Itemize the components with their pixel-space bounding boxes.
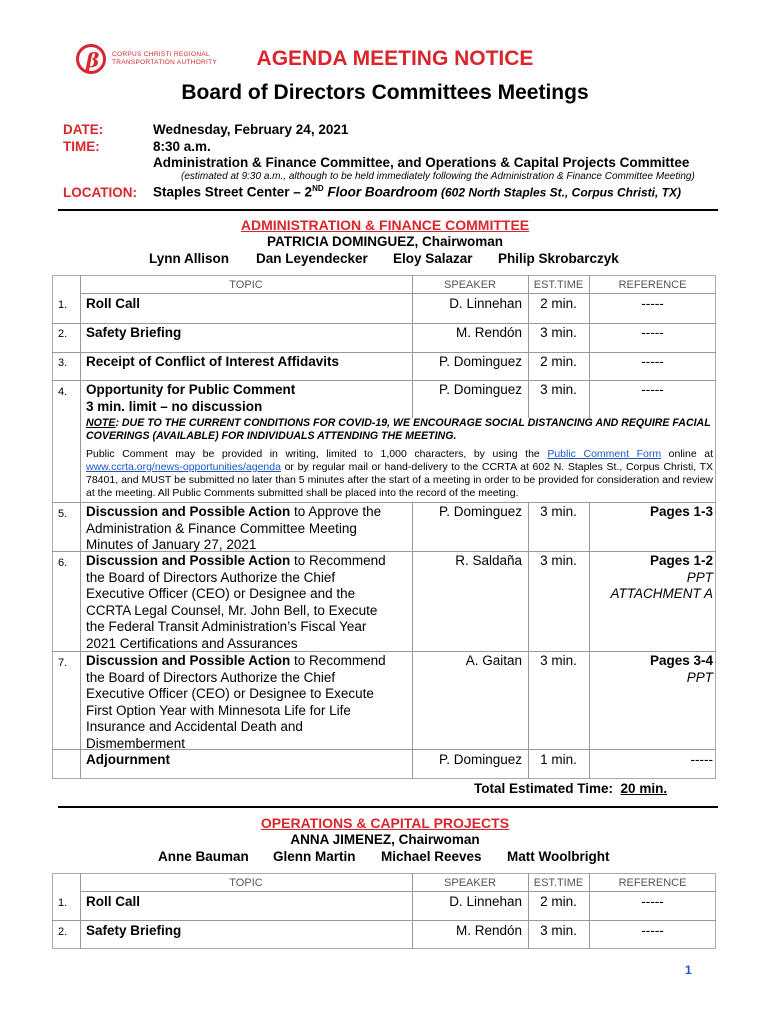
agenda-url-link[interactable]: www.ccrta.org/news-opportunities/agenda <box>86 461 281 473</box>
item-time: 2 min. <box>540 354 577 369</box>
item-topic-line: 3 min. limit – no discussion <box>86 398 263 414</box>
reference-line: ATTACHMENT A <box>610 586 713 601</box>
item-number: 5. <box>58 508 68 520</box>
col-divider <box>528 502 529 779</box>
item-reference: ----- <box>641 325 664 340</box>
total-value: 20 min. <box>620 781 668 796</box>
col-header-time: EST.TIME <box>533 877 584 889</box>
item-reference: ----- <box>641 894 664 909</box>
page-number: 1 <box>685 963 692 977</box>
estimate-note: (estimated at 9:30 a.m., although to be held immediately following the Administration & Finance Committee Meeting) <box>181 171 695 182</box>
notice-text: Public Comment may be provided in writing, limited to 1,000 characters, by using the <box>86 448 548 460</box>
committees-line: Administration & Finance Committee, and Operations & Capital Projects Committee <box>153 155 690 170</box>
page-title: AGENDA MEETING NOTICE <box>256 47 534 70</box>
item-number: 3. <box>58 357 68 369</box>
reference-line: PPT <box>686 669 713 685</box>
col-header-reference: REFERENCE <box>618 877 687 889</box>
section-divider <box>58 209 718 211</box>
item-number: 7. <box>58 657 68 669</box>
col-header-topic: TOPIC <box>229 877 263 889</box>
row-divider <box>52 380 716 381</box>
item-topic-line: to Approve the <box>290 504 382 519</box>
location-sup: ND <box>312 184 324 193</box>
item-topic <box>86 382 295 415</box>
location-value <box>153 184 681 200</box>
item-time: 2 min. <box>540 894 577 909</box>
row-divider <box>80 891 716 892</box>
item-time: 3 min. <box>540 553 577 568</box>
item-time: 2 min. <box>540 296 577 311</box>
item-topic <box>86 653 406 752</box>
item-topic-line: Minutes of January 27, 2021 <box>86 537 257 552</box>
ocp-member: Anne Bauman <box>158 849 249 864</box>
item-topic-line: the Board of Directors Authorize the Chief <box>86 569 336 585</box>
item-speaker: D. Linnehan <box>449 894 522 909</box>
item-topic: Roll Call <box>86 894 141 909</box>
ocp-heading: OPERATIONS & CAPITAL PROJECTS <box>260 815 510 831</box>
item-topic <box>86 553 406 652</box>
reference-line: Pages 3-4 <box>649 653 713 668</box>
item-topic: Safety Briefing <box>86 923 182 938</box>
date-value: Wednesday, February 24, 2021 <box>153 122 349 137</box>
af-heading: ADMINISTRATION & FINANCE COMMITTEE <box>240 217 530 233</box>
logo-mark-icon: β <box>76 44 106 74</box>
item-number: 4. <box>58 386 68 398</box>
item-topic-line: the Board of Directors Authorize the Chief <box>86 669 336 685</box>
ocp-member: Glenn Martin <box>273 849 356 864</box>
time-value: 8:30 a.m. <box>153 139 211 154</box>
item-time: 1 min. <box>540 752 577 767</box>
ocp-member: Matt Woolbright <box>507 849 610 864</box>
item-time: 3 min. <box>540 923 577 938</box>
af-chair: PATRICIA DOMINGUEZ, Chairwoman <box>266 234 503 249</box>
row-divider <box>52 920 716 921</box>
date-label: DATE: <box>63 122 104 137</box>
row-divider <box>52 323 716 324</box>
section-divider <box>58 806 718 808</box>
item-topic-line: to Recommend <box>290 653 386 668</box>
col-divider <box>589 502 590 779</box>
col-header-time: EST.TIME <box>533 279 584 291</box>
reference-line: Pages 1-2 <box>649 553 713 568</box>
item-speaker: A. Gaitan <box>465 653 522 668</box>
item-topic <box>86 504 406 554</box>
note-label: NOTE <box>86 417 116 429</box>
item-topic-line: Dismemberment <box>86 735 186 751</box>
location-post: Floor Boardroom <box>323 184 438 200</box>
item-speaker: P. Dominguez <box>438 382 522 397</box>
covid-note <box>86 417 712 442</box>
public-comment-form-link[interactable]: Public Comment Form <box>547 448 662 460</box>
af-member: Eloy Salazar <box>393 251 473 266</box>
notice-text: or by regular mail or hand-delivery to the CCRTA at 602 N. Staples St., Corpus Christi, TX 78401, and MUST be submitted no later than 5 minutes after the start of a meeting in order to be provided for consideration and review at the meeting. All Public Comments submitted shall be placed into the record of the meeting. <box>86 461 713 499</box>
item-number: 2. <box>58 328 68 340</box>
item-topic-line: Executive Officer (CEO) or Designee and the <box>86 586 356 601</box>
ocp-chair: ANNA JIMENEZ, Chairwoman <box>290 832 480 847</box>
item-topic-line: to Recommend <box>290 553 386 568</box>
item-speaker: P. Dominguez <box>438 354 522 369</box>
af-member: Dan Leyendecker <box>256 251 368 266</box>
item-topic-line: 2021 Certifications and Assurances <box>86 635 298 651</box>
item-time: 3 min. <box>540 653 577 668</box>
af-member: Philip Skrobarczyk <box>498 251 619 266</box>
col-header-speaker: SPEAKER <box>444 877 496 889</box>
note-text: : DUE TO THE CURRENT CONDITIONS FOR COVID-19, WE ENCOURAGE SOCIAL DISTANCING AND REQUIRE FACIAL COVERINGS (AVAILABLE) FOR INDIVIDUALS ATTENDING THE MEETING. <box>86 417 711 442</box>
total-label: Total Estimated Time: <box>474 781 614 796</box>
item-time: 3 min. <box>540 382 577 397</box>
item-reference: ----- <box>641 923 664 938</box>
logo-line-2: TRANSPORTATION AUTHORITY <box>112 59 218 66</box>
item-number: 1. <box>58 299 68 311</box>
item-topic: Adjournment <box>86 752 170 767</box>
total-estimated-time <box>474 781 667 796</box>
item-speaker: P. Dominguez <box>438 504 522 519</box>
item-reference: ----- <box>690 752 713 767</box>
item-topic: Roll Call <box>86 296 141 311</box>
reference-line: PPT <box>686 569 713 585</box>
item-reference: ----- <box>641 296 664 311</box>
item-speaker: M. Rendón <box>455 325 522 340</box>
item-topic-line: First Option Year with Minnesota Life for Life <box>86 702 351 718</box>
notice-text: online at <box>661 448 713 460</box>
logo-line-1: CORPUS CHRISTI REGIONAL <box>112 51 210 58</box>
location-pre: Staples Street Center – 2 <box>153 184 313 200</box>
item-topic-bold: Discussion and Possible Action <box>86 553 291 568</box>
item-speaker: M. Rendón <box>455 923 522 938</box>
time-label: TIME: <box>63 139 100 154</box>
item-speaker: R. Saldaña <box>455 553 522 568</box>
item-topic-bold: Discussion and Possible Action <box>86 653 291 668</box>
row-divider <box>52 502 716 503</box>
item-topic: Receipt of Conflict of Interest Affidavits <box>86 354 340 369</box>
public-comment-notice <box>86 448 713 500</box>
item-speaker: P. Dominguez <box>438 752 522 767</box>
col-header-speaker: SPEAKER <box>444 279 496 291</box>
col-header-reference: REFERENCE <box>618 279 687 291</box>
item-speaker: D. Linnehan <box>449 296 522 311</box>
item-topic-line: Opportunity for Public Comment <box>86 382 296 397</box>
item-topic-bold: Discussion and Possible Action <box>86 504 291 519</box>
item-number: 1. <box>58 897 68 909</box>
item-topic: Safety Briefing <box>86 325 182 340</box>
col-header-topic: TOPIC <box>229 279 263 291</box>
row-divider <box>52 352 716 353</box>
location-label: LOCATION: <box>63 185 137 200</box>
row-divider <box>80 293 716 294</box>
item-reference <box>589 653 713 686</box>
col-divider <box>80 275 81 779</box>
col-divider <box>412 502 413 779</box>
item-topic-line: CCRTA Legal Counsel, Mr. John Bell, to Execute <box>86 602 378 618</box>
af-member: Lynn Allison <box>149 251 229 266</box>
item-topic-line: Executive Officer (CEO) or Designee to Execute <box>86 686 374 701</box>
item-reference: ----- <box>641 382 664 397</box>
page-subtitle: Board of Directors Committees Meetings <box>181 81 589 104</box>
item-time: 3 min. <box>540 325 577 340</box>
item-reference: ----- <box>641 354 664 369</box>
item-time: 3 min. <box>540 504 577 519</box>
item-reference: Pages 1-3 <box>649 504 713 519</box>
item-number: 6. <box>58 557 68 569</box>
location-address: (602 North Staples St., Corpus Christi, TX) <box>437 185 682 200</box>
ocp-member: Michael Reeves <box>381 849 482 864</box>
item-topic-line: the Federal Transit Administration’s Fiscal Year <box>86 619 367 634</box>
item-topic-line: Administration & Finance Committee Meeting <box>86 520 357 536</box>
item-number: 2. <box>58 926 68 938</box>
item-reference <box>589 553 713 603</box>
item-topic-line: Insurance and Accidental Death and <box>86 719 303 734</box>
